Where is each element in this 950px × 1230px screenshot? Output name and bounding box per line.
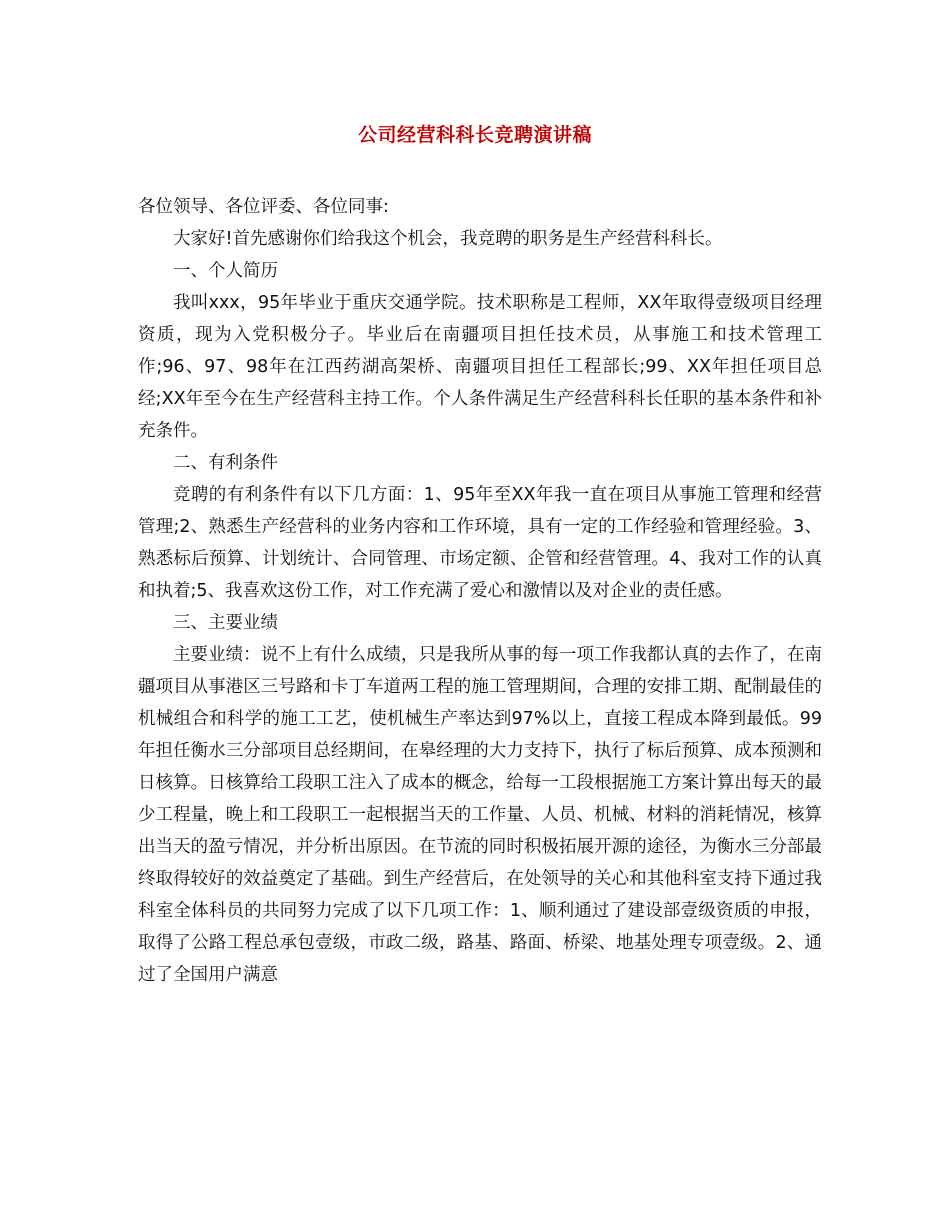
greeting-paragraph: 大家好!首先感谢你们给我这个机会，我竞聘的职务是生产经营科科长。: [173, 229, 723, 249]
document-title: 公司经营科科长竞聘演讲稿: [357, 124, 592, 146]
advantages-paragraph: 竞聘的有利条件有以下几方面：1、95年至XX年我一直在项目从事施工管理和经营管理;2、熟悉生产经营科的业务内容和工作环境，具有一定的工作经验和管理经验。3、熟悉标后预算、计划统计、合同管理、市场定额、企管和经营管理。4、我对工作的认真和执着;5、我喜欢这份工作，对工作充满了爱心和激情以及对企业的责任感。: [138, 485, 822, 601]
section-heading-achievements: 三、主要业绩: [173, 613, 278, 633]
document-body: [138, 191, 822, 991]
salutation: 各位领导、各位评委、各位同事:: [138, 197, 389, 217]
resume-paragraph: 我叫xxx，95年毕业于重庆交通学院。技术职称是工程师，XX年取得壹级项目经理资质，现为入党积极分子。毕业后在南疆项目担任技术员，从事施工和技术管理工作;96、97、98年在江西药湖高架桥、南疆项目担任工程部长;99、XX年担任项目总经;XX年至今在生产经营科主持工作。个人条件满足生产经营科科长任职的基本条件和补充条件。: [138, 293, 822, 441]
section-heading-resume: 一、个人简历: [173, 261, 278, 281]
achievements-paragraph: 主要业绩：说不上有什么成绩，只是我所从事的每一项工作我都认真的去作了，在南疆项目从事港区三号路和卡丁车道两工程的施工管理期间，合理的安排工期、配制最佳的机械组合和科学的施工工艺，使机械生产率达到97%以上，直接工程成本降到最低。99年担任衡水三分部项目总经期间，在皋经理的大力支持下，执行了标后预算、成本预测和日核算。日核算给工段职工注入了成本的概念，给每一工段根据施工方案计算出每天的最少工程量，晚上和工段职工一起根据当天的工作量、人员、机械、材料的消耗情况，核算出当天的盈亏情况，并分析出原因。在节流的同时积极拓展开源的途径，为衡水三分部最终取得较好的效益奠定了基础。到生产经营后，在处领导的关心和其他科室支持下通过我科室全体科员的共同努力完成了以下几项工作：1、顺利通过了建设部壹级资质的申报，取得了公路工程总承包壹级，市政二级，路基、路面、桥梁、地基处理专项壹级。2、通过了全国用户满意: [138, 645, 822, 985]
section-heading-advantages: 二、有利条件: [173, 453, 278, 473]
